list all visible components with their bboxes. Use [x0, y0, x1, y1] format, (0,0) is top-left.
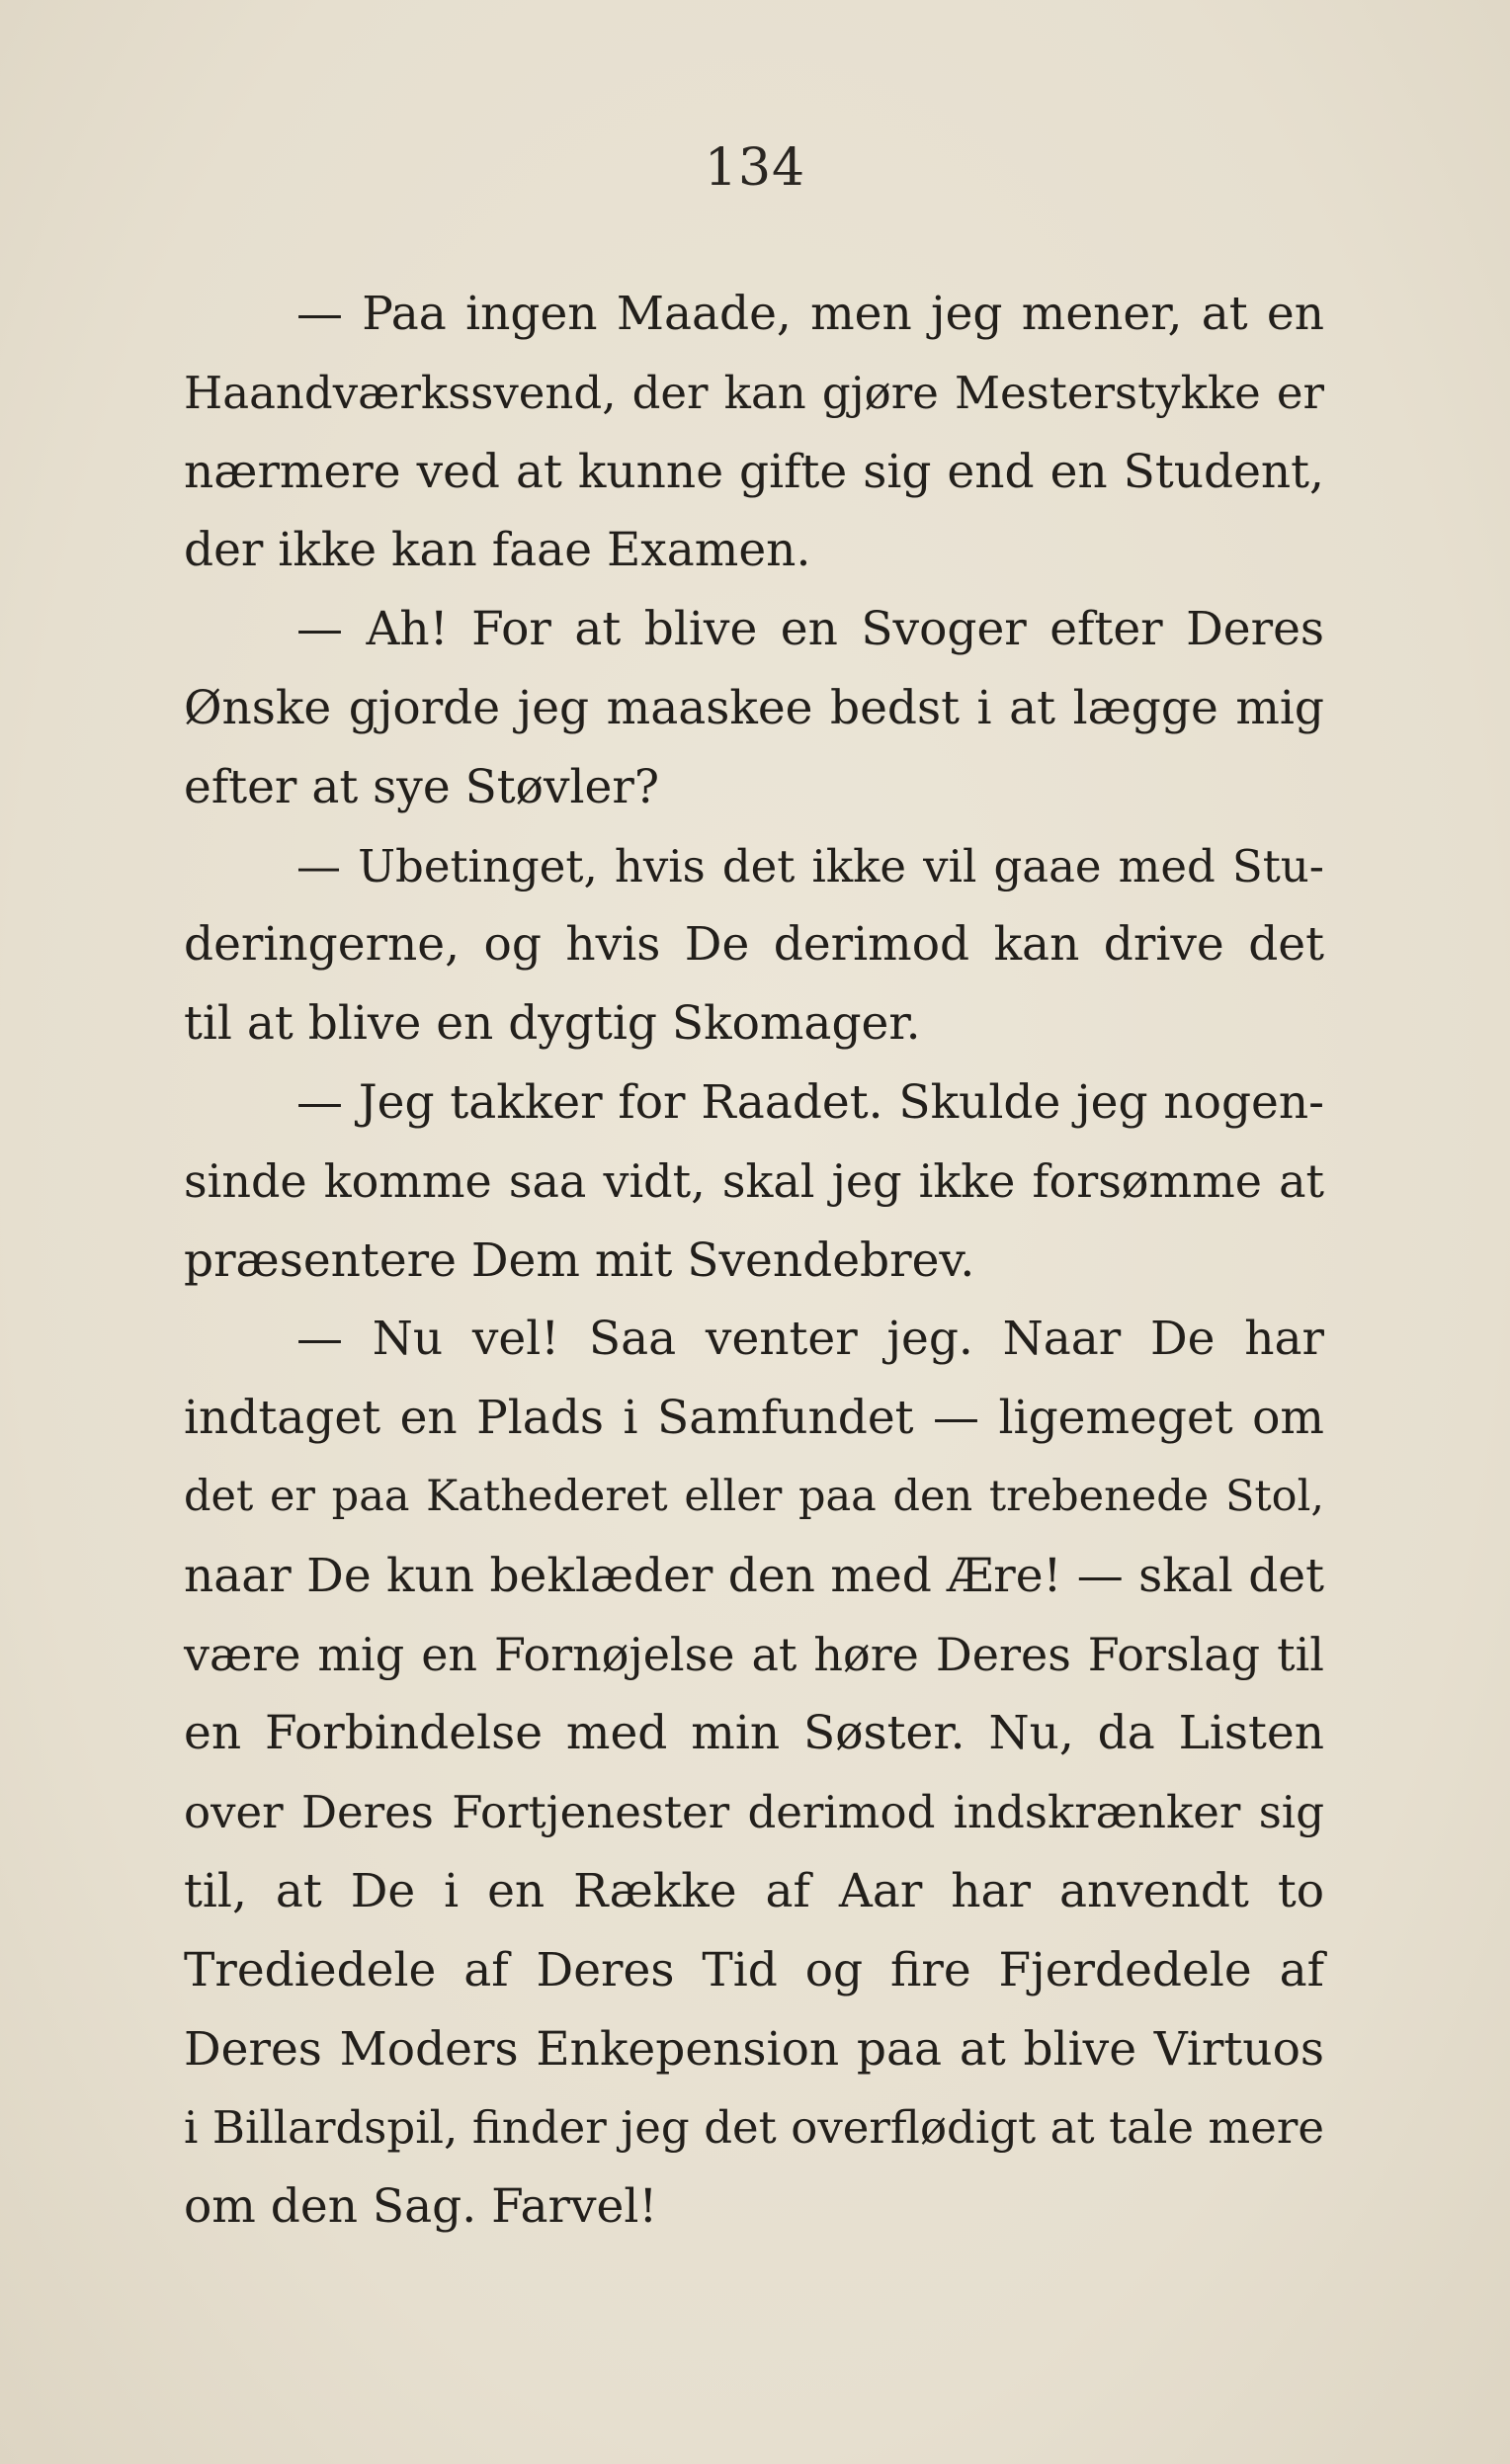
text-line: Haandværkssvend, der kan gjøre Mesterstykke er	[184, 366, 1324, 419]
text-line: i Billardspil, finder jeg det overflødigt at tale mere	[184, 2101, 1324, 2155]
text-line: — Jeg takker for Raadet. Skulde jeg nogen-	[296, 1074, 1324, 1130]
text-line: — Ubetinget, hvis det ikke vil gaae med Stu-	[296, 839, 1324, 892]
text-line: Ønske gjorde jeg maaskee bedst i at lægge mig	[184, 680, 1324, 735]
text-line: — Nu vel! Saa venter jeg. Naar De har	[296, 1312, 1324, 1367]
text-line: være mig en Fornøjelse at høre Deres Forslag til	[184, 1627, 1324, 1681]
page-number: 134	[704, 138, 806, 198]
text-line: til, at De i en Række af Aar har anvendt to	[184, 1863, 1324, 1918]
text-line: naar De kun beklæder den med Ære! — skal det	[184, 1548, 1324, 1603]
text-line: præsentere Dem mit Svendebrev.	[184, 1232, 975, 1288]
text-line: der ikke kan faae Examen.	[184, 523, 811, 578]
page-body-text	[184, 275, 1324, 2247]
text-line: — Ah! For at blive en Svoger efter Deres	[296, 602, 1324, 657]
text-line: om den Sag. Farvel!	[184, 2179, 658, 2235]
text-line: over Deres Fortjenester derimod indskrænker sig	[184, 1786, 1324, 1839]
text-line: sinde komme saa vidt, skal jeg ikke forsømme at	[184, 1153, 1324, 1208]
text-line: det er paa Kathederet eller paa den trebenede Stol,	[184, 1471, 1324, 1521]
text-line: Trediedele af Deres Tid og fire Fjerdedele af	[184, 1942, 1324, 1997]
text-line: deringerne, og hvis De derimod kan drive det	[184, 917, 1324, 973]
text-line: — Paa ingen Maade, men jeg mener, at en	[296, 287, 1324, 341]
text-line: en Forbindelse med min Søster. Nu, da Listen	[184, 1706, 1324, 1761]
text-line: indtaget en Plads i Samfundet — ligemeget om	[184, 1391, 1324, 1446]
text-line: til at blive en dygtig Skomager.	[184, 996, 921, 1052]
text-line: Deres Moders Enkepension paa at blive Virtuos	[184, 2021, 1324, 2077]
text-line: efter at sye Støvler?	[184, 759, 660, 814]
text-line: nærmere ved at kunne gifte sig end en Student,	[184, 444, 1324, 499]
